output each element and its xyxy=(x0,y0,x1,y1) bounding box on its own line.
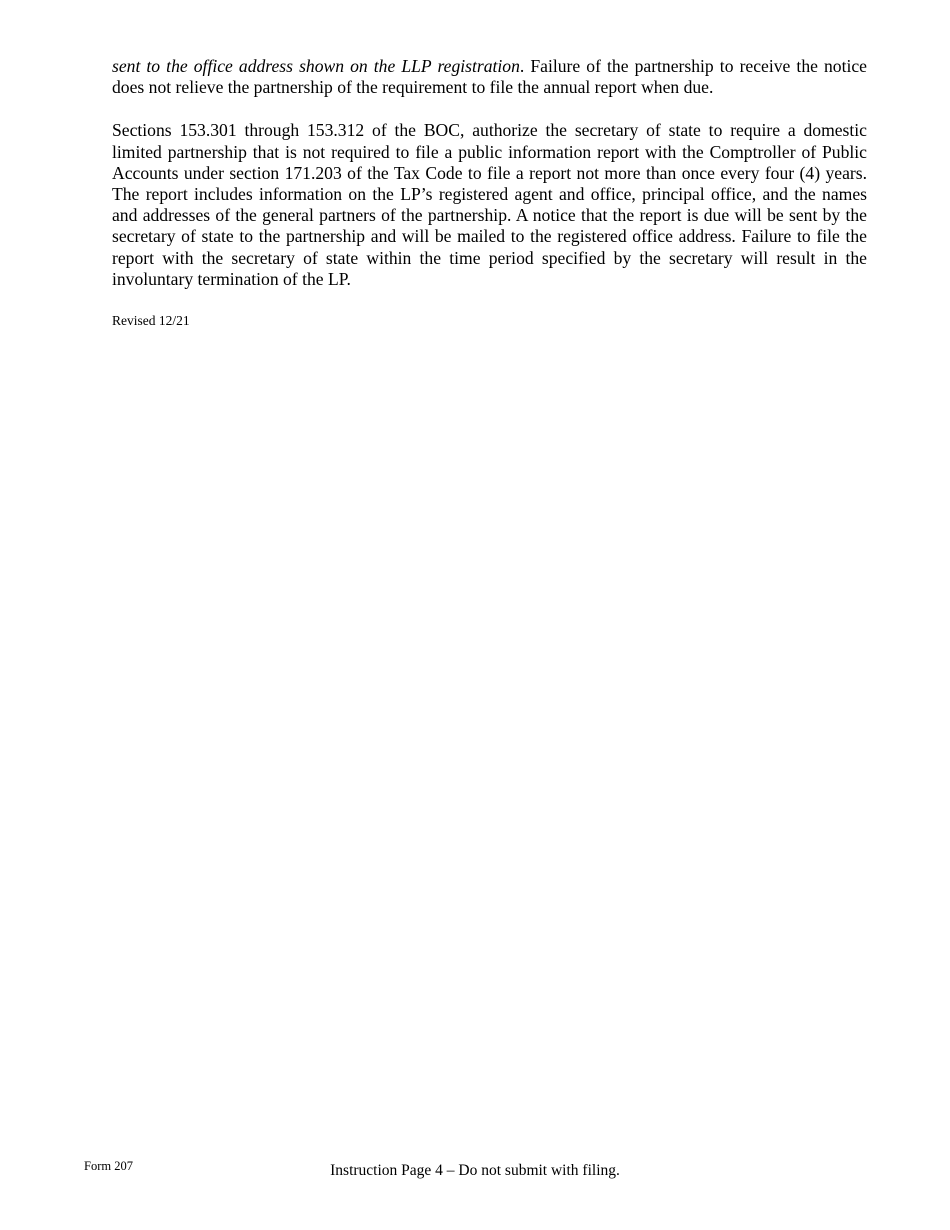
paragraph-text: . Failure of the partnership to receive the notice does not relieve the partnership of the requirement to file the annual report when due. xyxy=(112,56,867,98)
form-number: Form 207 xyxy=(84,1159,133,1173)
paragraph-notice-failure xyxy=(112,56,867,98)
paragraph-sections-report: Sections 153.301 through 153.312 of the BOC, authorize the secretary of state to require a domestic limited partnership that is not required to file a public information report with the Comptroller of Public Accounts under section 171.203 of the Tax Code to file a report not more than once every four (4) years. The report includes information on the LP’s registered agent and office, principal office, and the names and addresses of the general partners of the partnership. A notice that the report is due will be sent by the secretary of state to the partnership and will be mailed to the registered office address. Failure to file the report with the secretary of state within the time period specified by the secretary will result in the involuntary termination of the LP. xyxy=(112,120,867,289)
page-footer-instruction: Instruction Page 4 – Do not submit with filing. xyxy=(330,1162,620,1179)
revision-date: Revised 12/21 xyxy=(112,313,190,328)
italic-lead-text: sent to the office address shown on the LLP registration xyxy=(112,56,520,76)
document-body xyxy=(112,56,867,290)
